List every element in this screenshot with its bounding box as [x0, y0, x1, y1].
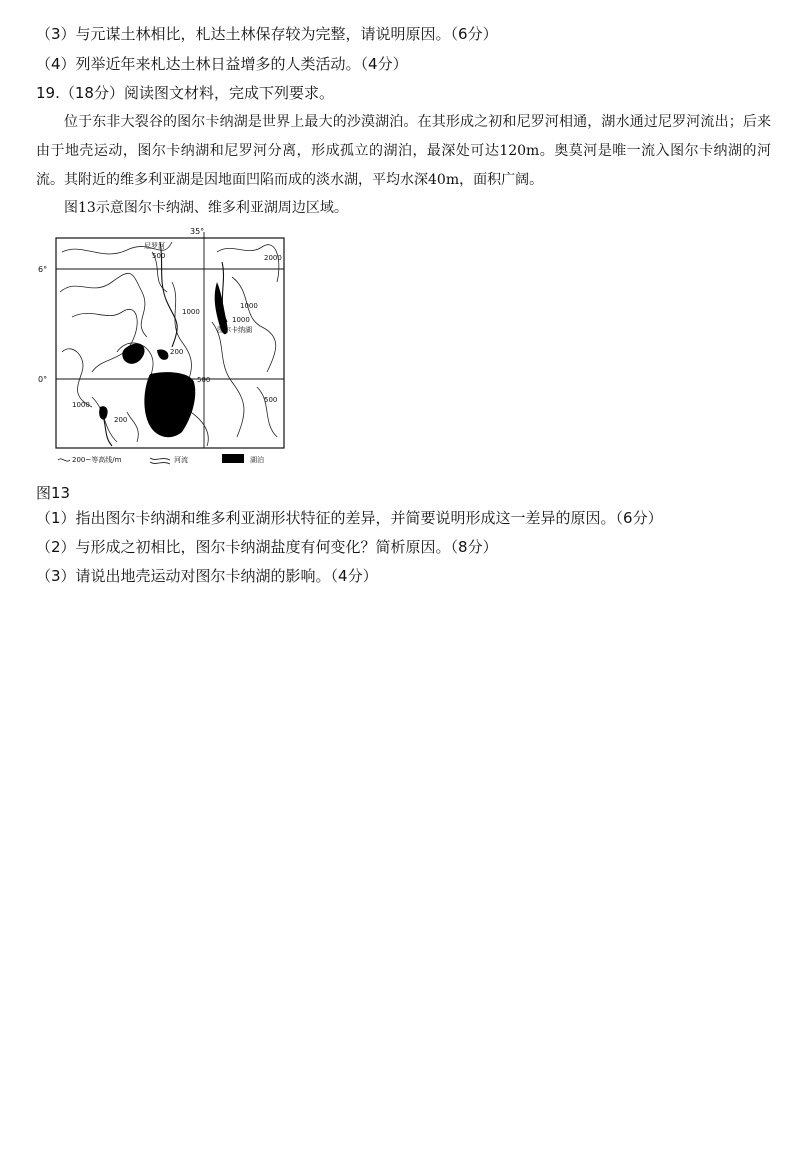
contour-map [32, 222, 302, 472]
river-legend-icon [150, 458, 170, 464]
lake-small-1 [122, 343, 144, 363]
contour-label: 1000 [72, 401, 90, 409]
contour-label: 500 [264, 396, 278, 404]
map-legend [58, 454, 264, 464]
material-paragraph: 位于东非大裂谷的图尔卡纳湖是世界上最大的沙漠湖泊。在其形成之初和尼罗河相通，湖水通过尼罗河流出；后来由于地壳运动，图尔卡纳湖和尼罗河分离，形成孤立的湖泊，最深处可达120m。奥莫河是唯一流入图尔卡纳湖的河流。其附近的维多利亚湖是因地面凹陷而成的淡水湖，平均水深40m，面积广阔。 [36, 114, 771, 188]
river-label: 尼罗河 [144, 242, 165, 250]
sub-question-3: （3）请说出地壳运动对图尔卡纳湖的影响。（4分） [36, 567, 378, 585]
latitude-label-6: 6° [38, 265, 48, 274]
question-19-header: 19.（18分）阅读图文材料，完成下列要求。 [36, 84, 334, 102]
lake-victoria [144, 372, 195, 437]
latitude-label-0: 0° [38, 375, 48, 384]
contour-label: 2000 [264, 254, 282, 262]
contour-label: 200 [170, 348, 184, 356]
legend-river: 河流 [174, 456, 188, 464]
lake-legend-icon [222, 454, 244, 463]
legend-contour: 200~等高线/m [72, 456, 122, 464]
question-3-top: （3）与元谋土林相比，札达土林保存较为完整，请说明原因。（6分） [36, 25, 498, 43]
sub-question-1: （1）指出图尔卡纳湖和维多利亚湖形状特征的差异，并简要说明形成这一差异的原因。（6分） [36, 509, 663, 527]
legend-lake: 湖泊 [250, 456, 264, 464]
figure-caption: 图13示意图尔卡纳湖、维多利亚湖周边区域。 [64, 200, 348, 216]
map-figure-13 [32, 222, 302, 472]
contour-legend-icon [58, 459, 70, 461]
contour-label: 200 [114, 416, 128, 424]
contour-label: 1000 [232, 316, 250, 324]
longitude-label: 35° [190, 227, 205, 236]
contour-label: 500 [197, 376, 211, 384]
lake-small-2 [157, 349, 168, 359]
contour-label: 1000 [182, 308, 200, 316]
contour-label: 500 [152, 252, 166, 260]
question-4-top: （4）列举近年来札达土林日益增多的人类活动。（4分） [36, 55, 408, 73]
figure-label: 图13 [36, 484, 71, 502]
lake-small-3 [99, 406, 107, 419]
lake-label: 图尔卡纳湖 [217, 326, 252, 334]
sub-question-2: （2）与形成之初相比，图尔卡纳湖盐度有何变化？简析原因。（8分） [36, 538, 498, 556]
contour-label: 1000 [240, 302, 258, 310]
